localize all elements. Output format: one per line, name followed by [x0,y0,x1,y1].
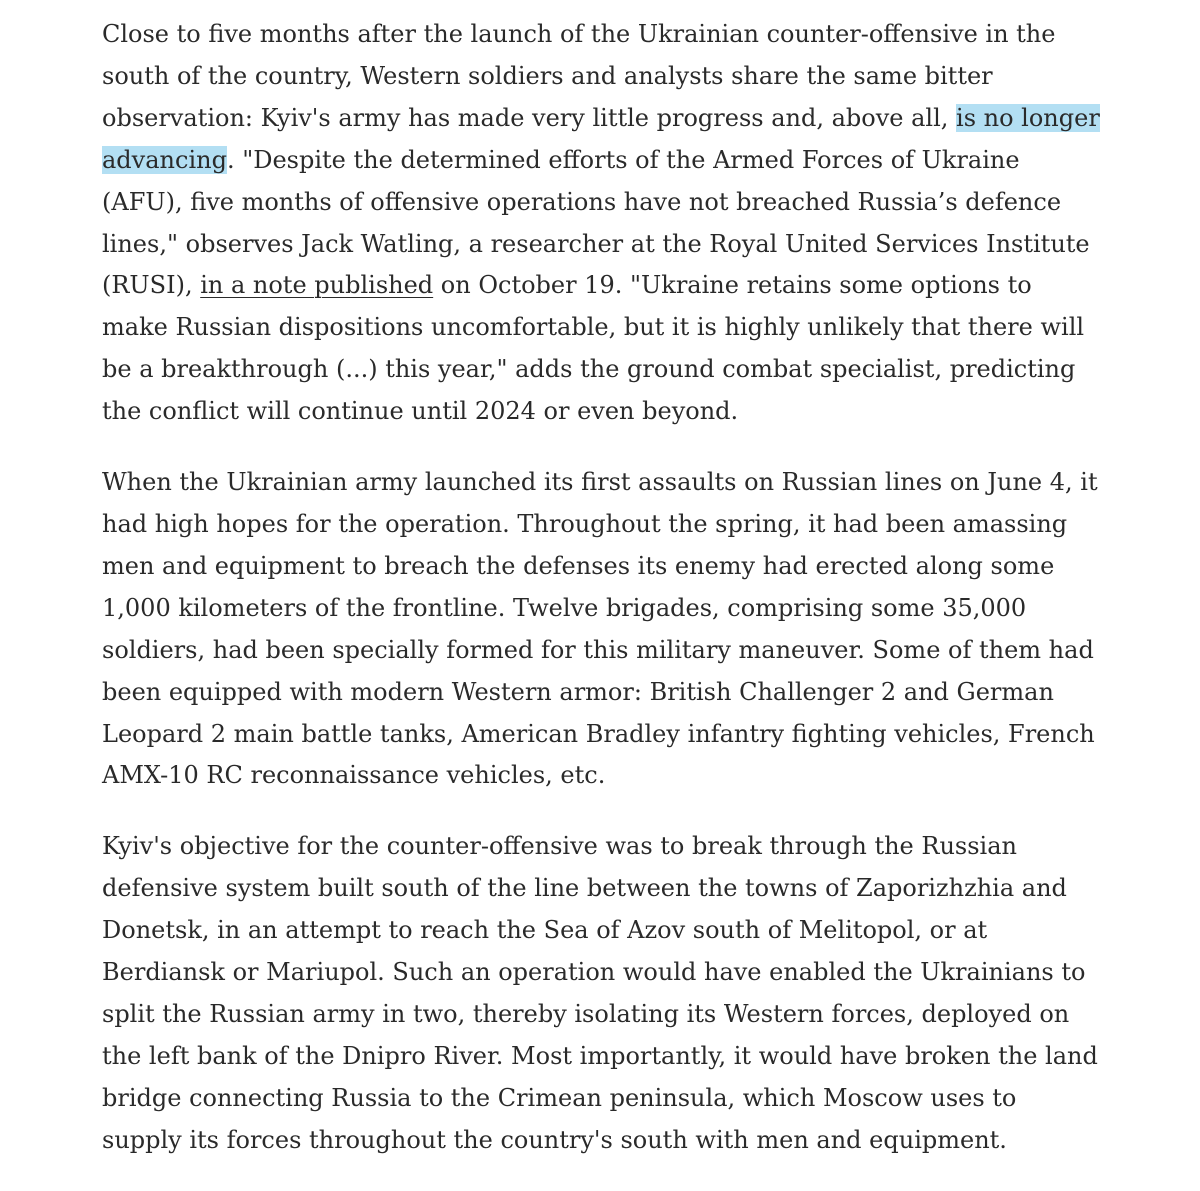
paragraph-1-text-start: Close to five months after the launch of the Ukrainian counter-offensive in the south of the country, Western soldiers and analysts share the same bitter observation: Kyiv's army has made very little progress and, above all, [102,20,1056,132]
paragraph-1-text-middle: . "Despite the determined efforts of the Armed Forces of Ukraine (AFU), five months of offensive operations have not breached Russia’s defence lines," observes Jack Watling, a researcher at the Royal United Services Institute (RUSI), [102,145,1090,300]
article-body [102,14,1102,1191]
paragraph-3: Kyiv's objective for the counter-offensive was to break through the Russian defensive system built south of the line between the towns of Zaporizhzhia and Donetsk, in an attempt to reach the Sea of Azov south of Melitopol, or at Berdiansk or Mariupol. Such an operation would have enabled the Ukrainians to split the Russian army in two, thereby isolating its Western forces, deployed on the left bank of the Dnipro River. Most importantly, it would have broken the land bridge connecting Russia to the Crimean peninsula, which Moscow uses to supply its forces throughout the country's south with men and equipment. [102,832,1098,1154]
paragraph-1-text-end: on October 19. "Ukraine retains some options to make Russian dispositions uncomfortable, but it is highly unlikely that there will be a breakthrough (...) this year," adds the ground combat specialist, predicting the conflict will continue until 2024 or even beyond. [102,271,1085,426]
note-published-link[interactable]: in a note published [200,271,434,300]
paragraph-2: When the Ukrainian army launched its first assaults on Russian lines on June 4, it had high hopes for the operation. Throughout the spring, it had been amassing men and equipment to breach the defenses its enemy had erected along some 1,000 kilometers of the frontline. Twelve brigades, comprising some 35,000 soldiers, had been specially formed for this military maneuver. Some of them had been equipped with modern Western armor: British Challenger 2 and German Leopard 2 main battle tanks, American Bradley infantry fighting vehicles, French AMX-10 RC reconnaissance vehicles, etc. [102,468,1098,790]
paragraph-1 [102,14,1102,433]
highlighted-text[interactable]: is no longer advancing [102,103,1100,174]
